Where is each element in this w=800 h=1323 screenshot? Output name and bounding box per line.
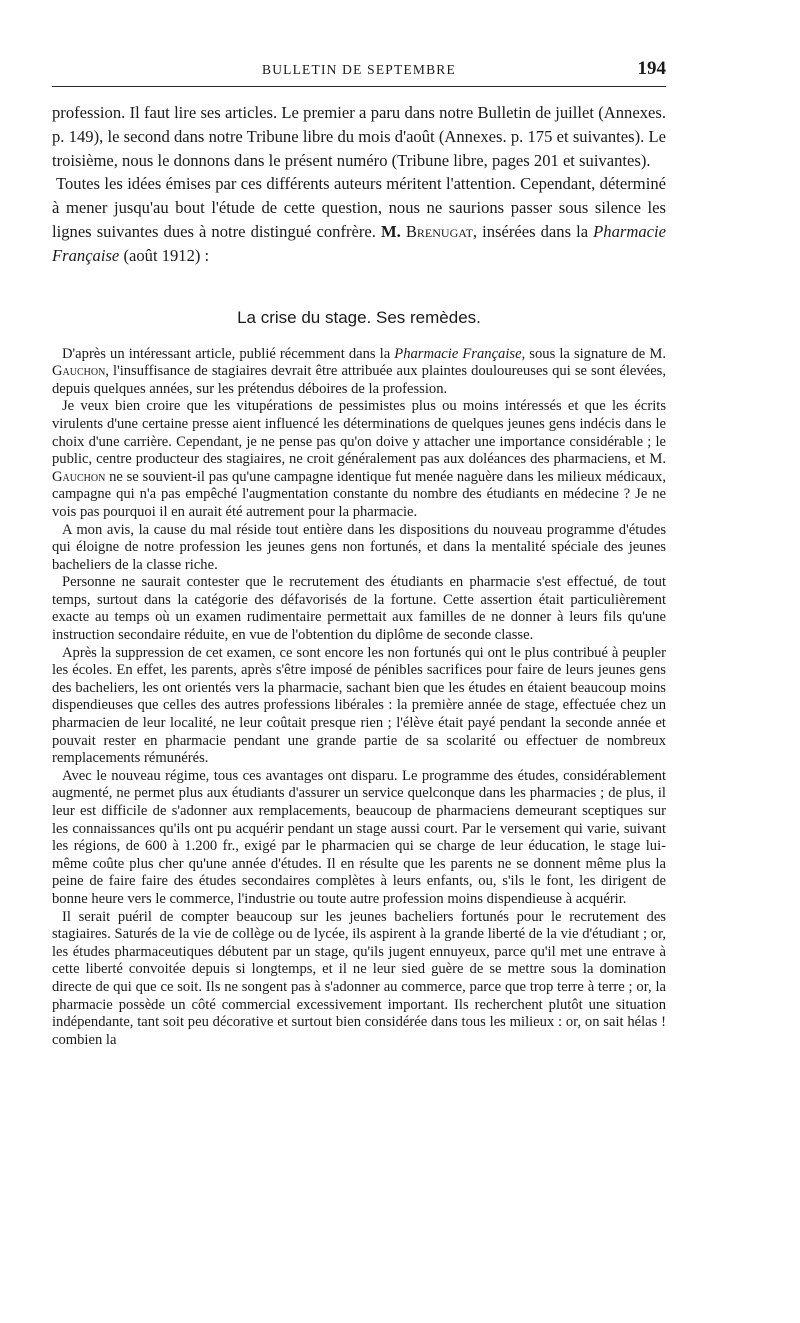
lead-paragraph: profession. Il faut lire ses articles. Le premier a paru dans notre Bulletin de juillet (Annexes. p. 149), le second dans notre Tribune libre du mois d'août (Annexes. p. 175 et suivantes). Le troisième, nous le donnons dans le présent numéro (Tribune libre, pages 201 et suivantes).	[52, 103, 666, 170]
page-header	[52, 52, 666, 87]
lead-paragraph	[52, 172, 666, 267]
journal-name: Pharmacie Française	[394, 345, 522, 362]
article-paragraph: Personne ne saurait contester que le recrutement des étudiants en pharmacie s'est effectué, de tout temps, surtout dans la catégorie des défavorisés de la fortune. Cette assertion était particulièrement exacte au temps où un examen rudimentaire permettait aux familles de ne donner à leurs fils qu'une instruction secondaire réduite, en vue de l'obtention du diplôme de seconde classe.	[52, 574, 666, 644]
section-title: La crise du stage. Ses remèdes.	[237, 307, 481, 327]
lead-text: Toutes les idées émises par ces différents auteurs méritent l'attention. Cependant, déterminé à mener jusqu'au bout l'étude de cette question, nous ne saurions passer sous silence les lignes suivantes dues à notre distingué confrère.	[52, 174, 666, 241]
author-name: Gauchon	[52, 468, 106, 485]
article-paragraph: Il serait puéril de compter beaucoup sur les jeunes bacheliers fortunés pour le recrutement des stagiaires. Saturés de la vie de collège ou de lycée, ils aspirent à la grande liberté de la vie d'étudiant ; or, les études pharmaceutiques débutent par un stage, qu'ils jugent ennuyeux, parce qu'il met une entrave à cette liberté convoitée depuis si longtemps, et il ne leur sied guère de se mettre sous la domination directe de qui que ce soit. Ils ne songent pas à s'adonner au commerce, parce que trop terre à terre ; or, la pharmacie possède un côté commercial excessivement important. Ils recherchent plutôt une situation indépendante, tant soit peu décorative et surtout bien considérée dans tous les milieux : or, on sait hélas ! combien la	[52, 908, 666, 1048]
article-body	[52, 346, 666, 1050]
lead-text: (août 1912) :	[123, 245, 210, 265]
document-page	[52, 52, 666, 1049]
article-paragraph: Avec le nouveau régime, tous ces avantages ont disparu. Le programme des études, considérablement augmenté, ne permet plus aux étudiants d'assurer un service quelconque dans les pharmacies ; de plus, il leur est difficile de s'adonner aux remplacements, beaucoup de pharmaciens demeurant sceptiques sur les connaissances qu'ils ont pu acquérir pendant un stage aussi court. Par le versement qui varie, suivant les régions, de 600 à 1.200 fr., exigé par le pharmacien qui se charge de leur éducation, le stage lui-même coûte plus cher qu'une année d'études. Il en résulte que les parents ne se donnent même plus la peine de faire faire des études secondaires complètes à leurs enfants, ou, s'ils le font, les dirigent de bonne heure vers le commerce, l'industrie ou toute autre profession moins dispendieuse à acquérir.	[52, 767, 666, 907]
article-text: Je veux bien croire que les vitupérations de pessimistes plus ou moins intéressés et que les écrits virulents d'une certaine presse aient influencé les déterminations de quelques jeunes gens indécis dans le choix d'une carrière. Cependant, je ne pense pas qu'on doive y attacher une importance considérable ; le public, centre producteur des stagiaires, ne croit généralement pas aux doléances des pharmaciens, et M.	[52, 398, 666, 468]
lead-section	[52, 101, 666, 268]
article-text: , sous la signature de M.	[521, 345, 666, 362]
article-text: ne se souvient-il pas qu'une campagne identique fut menée naguère dans les milieux médicaux, campagne qui n'a pas empêché l'augmentation constante du nombre des étudiants en médecine ? Je ne vois pas pourquoi il en aurait été autrement pour la pharmacie.	[52, 468, 666, 520]
journal-name: Pharmacie Française	[52, 221, 666, 265]
page-number: 194	[637, 58, 666, 79]
title-abbrev: M.	[380, 221, 401, 241]
author-name: Gauchon	[52, 363, 106, 380]
running-title: BULLETIN DE SEPTEMBRE	[262, 62, 456, 77]
article-paragraph	[52, 346, 666, 399]
author-name: Brenugat	[405, 221, 473, 241]
article-text: D'après un intéressant article, publié récemment dans la	[62, 345, 391, 362]
article-paragraph: Après la suppression de cet examen, ce sont encore les non fortunés qui ont le plus contribué à peupler les écoles. En effet, les parents, après s'être imposé de pénibles sacrifices pour faire de leurs jeunes gens des bacheliers, les ont orientés vers la pharmacie, sachant bien que les études en étaient beaucoup moins dispendieuses que celles des autres professions libérales : la première année de stage, effectuée chez un pharmacien de leur localité, ne leur coûtait presque rien ; l'élève était payé pendant la seconde année et pouvait rester en pharmacie pendant une grande partie de sa scolarité ou effectuer de nombreux remplacements rémunérés.	[52, 644, 666, 767]
article-paragraph	[52, 398, 666, 521]
lead-text: , insérées dans la	[472, 221, 589, 241]
article-text: , l'insuffisance de stagiaires devrait être attribuée aux plaintes douloureuses qui se sont élevées, depuis quelques années, sur les prétendus déboires de la profession.	[52, 363, 666, 397]
article-paragraph: A mon avis, la cause du mal réside tout entière dans les dispositions du nouveau programme d'études qui éloigne de notre profession les jeunes gens non fortunés, et dans la mentalité spéciale des jeunes bacheliers de la classe riche.	[52, 521, 666, 573]
